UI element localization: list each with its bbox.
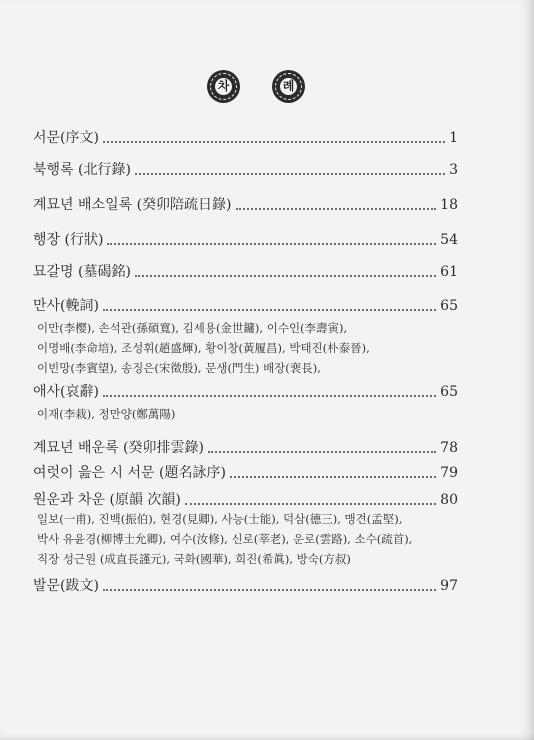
leader-dots: [135, 173, 445, 175]
toc-entry-title: 계묘년 배운록 (癸卯排雲錄): [33, 440, 204, 456]
toc-entry-title: 서문(序文): [33, 130, 99, 146]
toc-page-number: 79: [440, 465, 458, 481]
toc-heading: [207, 70, 305, 103]
toc-entry[interactable]: [33, 440, 458, 457]
leader-dots: [135, 275, 436, 277]
toc-sub-line: 이만(李樱), 손석관(孫碩寬), 김세용(金世鏞), 이수인(李壽寅),: [37, 321, 348, 335]
leader-dots: [103, 309, 436, 311]
toc-sub-line: 박사 유윤경(柳博士允卿), 여수(汝修), 신로(莘老), 운로(雲路), 소수(疏首),: [37, 532, 413, 546]
toc-page-number: 61: [440, 264, 458, 280]
toc-entry[interactable]: [33, 492, 458, 569]
toc-entry-title: 발문(跋文): [33, 578, 99, 594]
leader-dots: [103, 589, 436, 591]
toc-page-number: 65: [440, 298, 458, 314]
toc-entry[interactable]: [33, 264, 458, 281]
toc-sub-line: 이빈망(李賓望), 송징은(宋徵殷), 문생(門生) 배장(裵長),: [37, 361, 321, 375]
toc-entry-title: 만사(輓詞): [33, 298, 99, 314]
toc-page-number: 54: [440, 232, 458, 248]
toc-entry-title: 묘갈명 (墓碣銘): [33, 264, 131, 280]
leader-dots: [236, 208, 437, 210]
toc-sub-line: 이재(李栽), 정만양(鄭萬陽): [37, 407, 176, 421]
toc-page-number: 3: [449, 162, 458, 178]
leader-dots: [185, 503, 436, 505]
toc-page-number: 18: [440, 197, 458, 213]
toc-page-number: 78: [440, 440, 458, 456]
heading-char-1: 차: [215, 78, 232, 95]
toc-entry[interactable]: [33, 197, 458, 214]
toc-entry[interactable]: [33, 162, 458, 179]
heading-seal-left: [207, 70, 240, 103]
toc-page-number: 80: [440, 492, 458, 508]
toc-entry-title: 여럿이 읊은 시 서문 (題名詠序): [33, 465, 226, 481]
heading-char-2: 례: [280, 78, 297, 95]
toc-entry-title: 원운과 차운 (原韻 次韻): [33, 492, 181, 508]
toc-sub-line: 일보(一甫), 진백(振伯), 현경(見卿), 사능(士能), 덕삼(德三), 맹견(孟堅),: [37, 512, 403, 526]
toc-entry-title: 애사(哀辭): [33, 384, 99, 400]
toc-sub-line: 직장 성근원 (成直長謹元), 국화(國華), 희진(希眞), 방숙(方叔): [37, 552, 351, 566]
toc-entry-title: 계묘년 배소일록 (癸卯陪疏日錄): [33, 197, 232, 213]
heading-seal-right: [272, 70, 305, 103]
toc-entry-title: 북행록 (北行錄): [33, 162, 131, 178]
toc-entry[interactable]: [33, 465, 458, 482]
toc-entry[interactable]: [33, 298, 458, 378]
leader-dots: [230, 476, 436, 478]
toc-page-number: 1: [449, 130, 458, 146]
toc-entry[interactable]: [33, 384, 458, 424]
leader-dots: [208, 451, 436, 453]
leader-dots: [107, 243, 436, 245]
toc-entry[interactable]: [33, 578, 458, 595]
toc-entry-title: 행장 (行狀): [33, 232, 104, 248]
toc-entry[interactable]: [33, 232, 458, 249]
leader-dots: [103, 141, 445, 143]
toc-sub-line: 이명배(李命培), 조성휘(趙盛輝), 황이창(黃履昌), 박태진(朴泰晉),: [37, 341, 370, 355]
leader-dots: [103, 395, 436, 397]
toc-entry[interactable]: [33, 130, 458, 147]
toc-page-number: 65: [440, 384, 458, 400]
toc-page-number: 97: [440, 578, 458, 594]
